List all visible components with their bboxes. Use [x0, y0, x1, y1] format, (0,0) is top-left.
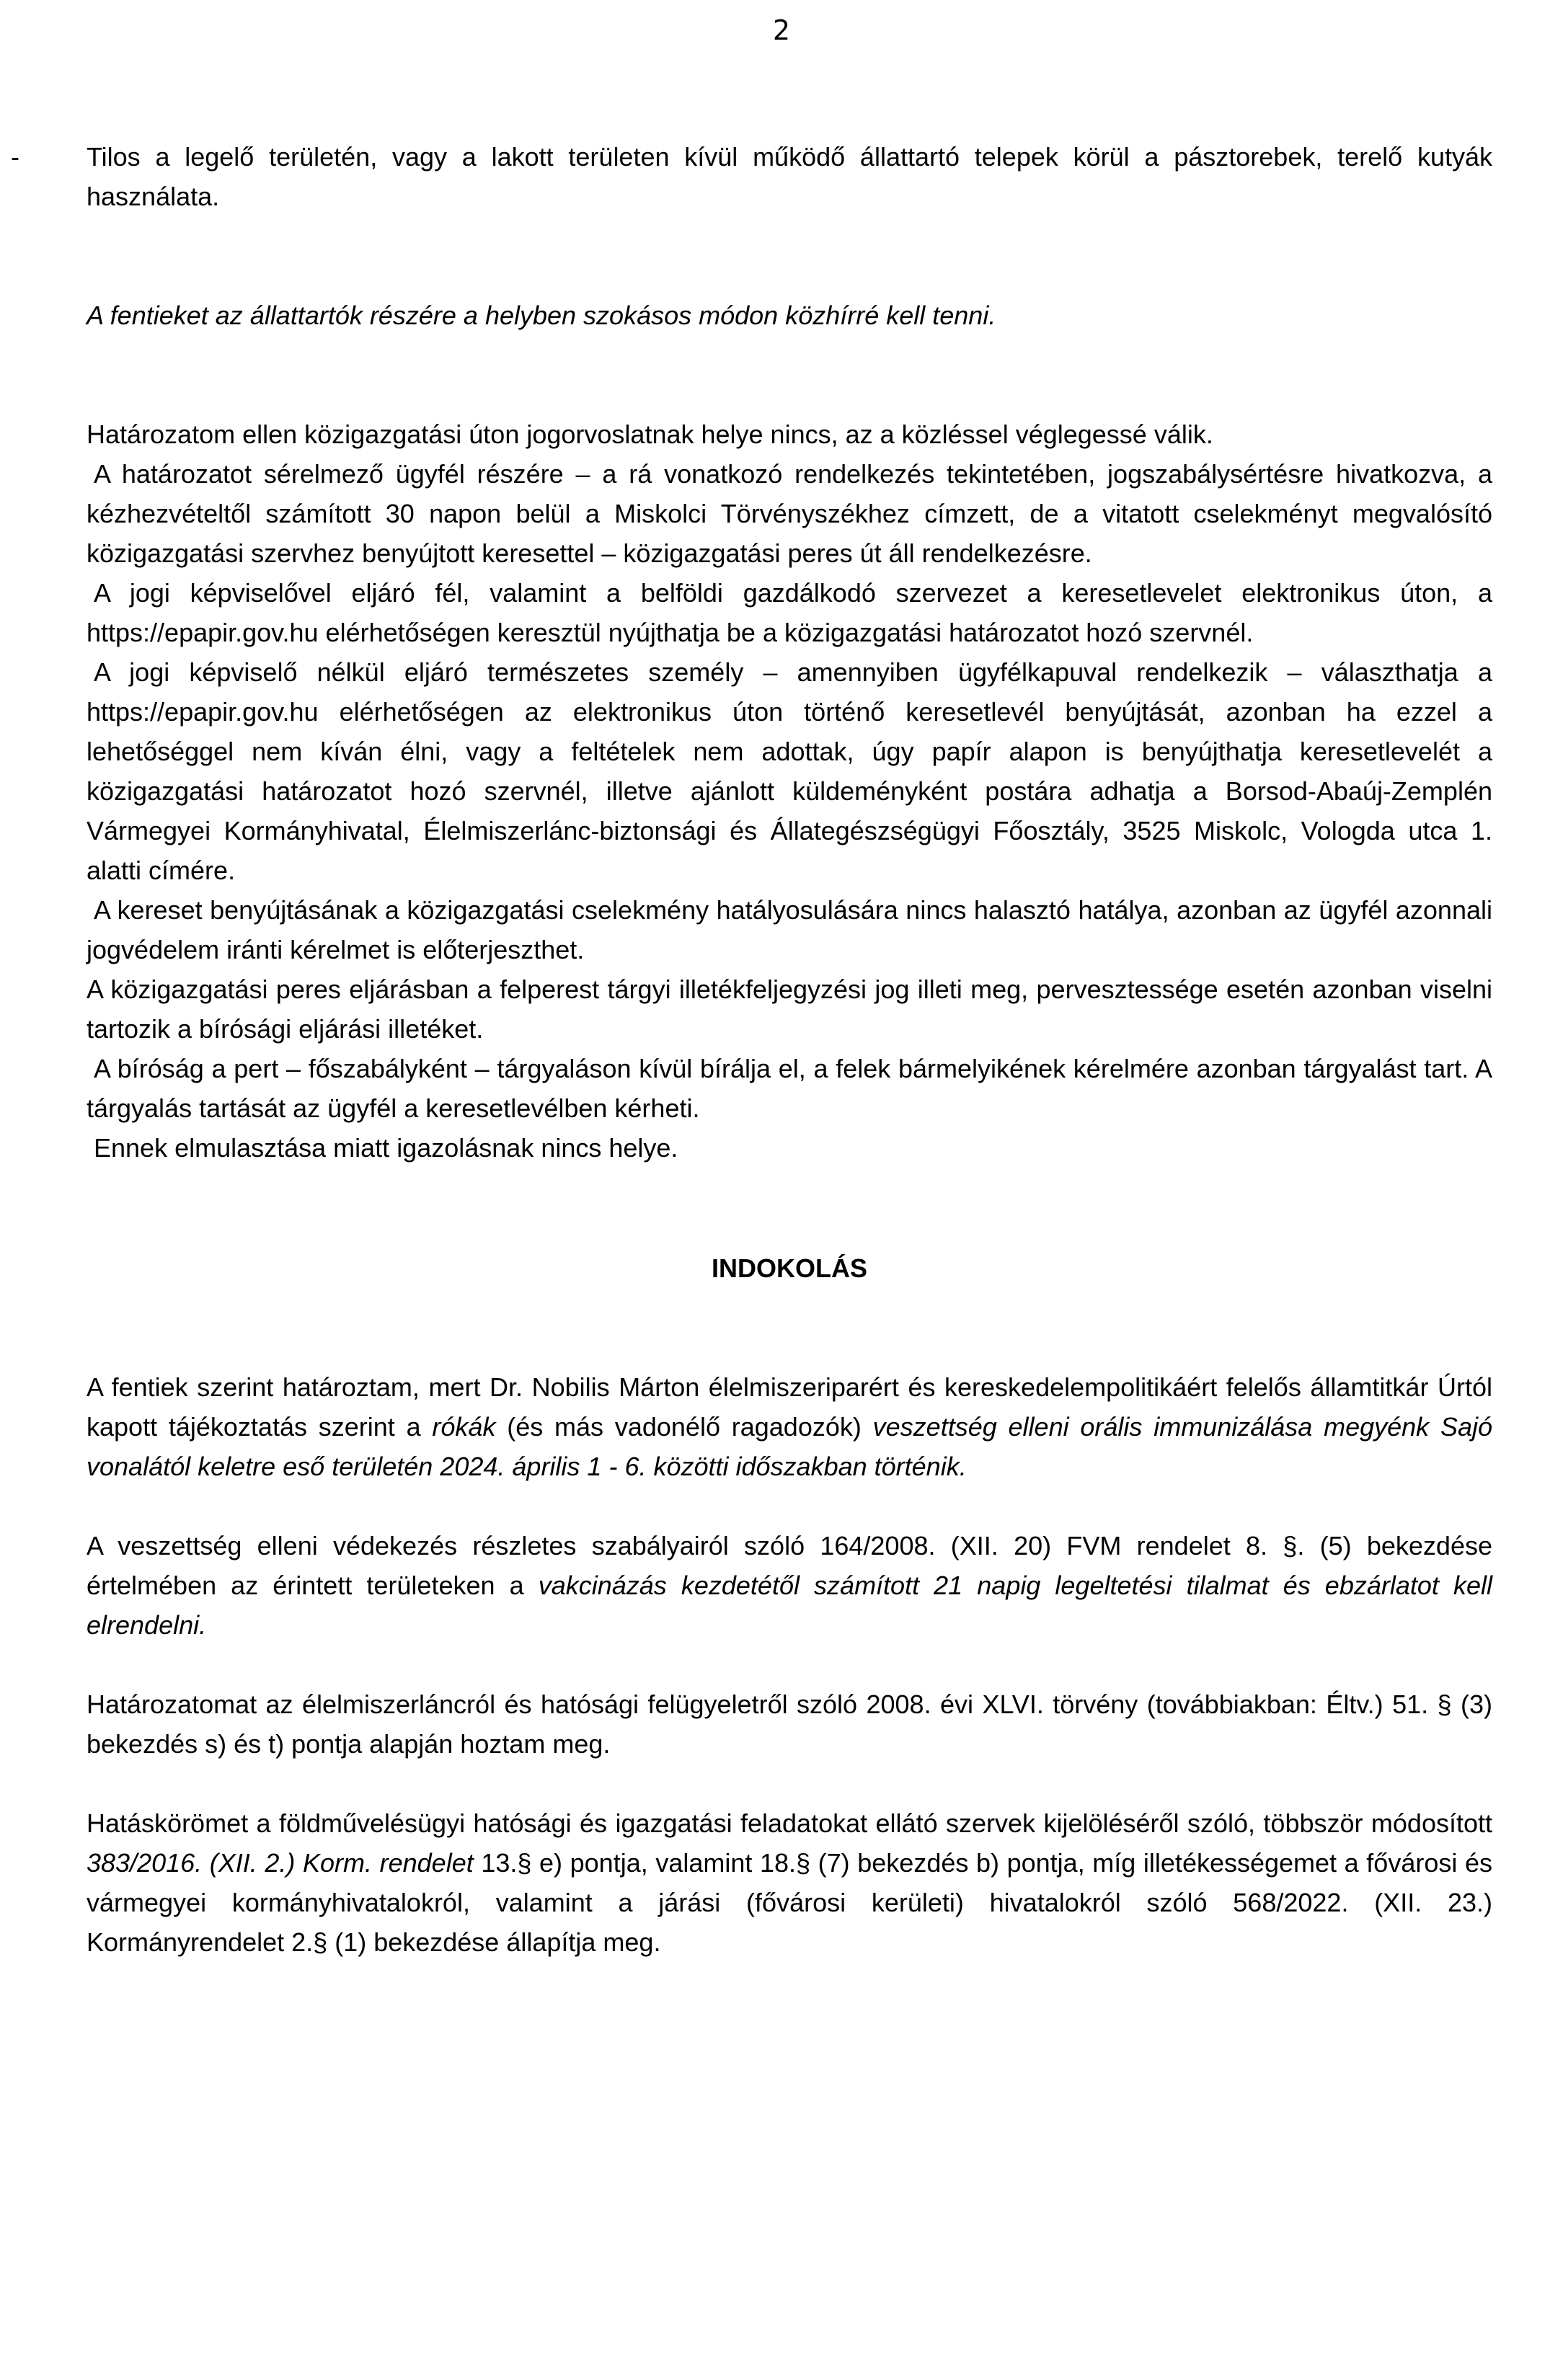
- section-heading: INDOKOLÁS: [712, 1253, 867, 1283]
- reasoning-paragraph-3: Határozatomat az élelmiszerláncról és hatósági felügyeletről szóló 2008. évi XLVI. törvény (továbbiakban: Éltv.) 51. § (3) bekezdés s) és t) pontja alapján hoztam meg.: [87, 1689, 1492, 1759]
- appeal-paragraph-4: A jogi képviselő nélkül eljáró természetes személy – amennyiben ügyfélkapuval rendelkezik – választhatja a https://epapir.gov.hu elérhetőségen az elektronikus úton történő keresetlevél benyújtását, azonban ha ezzel a lehetőséggel nem kíván élni, vagy a feltételek nem adottak, úgy papír alapon is benyújthatja keresetlevelét a közigazgatási határozatot hozó szervnél, illetve ajánlott küldeményként postára adhatja a Borsod-Abaúj-Zemplén Vármegyei Kormányhivatal, Élelmiszerlánc-biztonsági és Állategészségügyi Főosztály, 3525 Miskolc, Vologda utca 1. alatti címére.: [87, 657, 1492, 885]
- reasoning-text: Hatáskörömet a földművelésügyi hatósági és igazgatási feladatokat ellátó szervek kijelöléséről szóló, többször módosított: [87, 1808, 1492, 1838]
- reasoning-text: A veszettség elleni védekezés részletes szabályairól szóló 164/2008. (XII. 20) FVM rendelet 8. §. (5) bekezdése értelmében az érintett területeken a: [87, 1531, 1492, 1600]
- notice-paragraph: A fentieket az állattartók részére a helyben szokásos módon közhírré kell tenni.: [87, 301, 996, 330]
- reasoning-emphasis: veszettség elleni orális immunizálása megyénk Sajó vonalától keletre eső területén 2024. április 1 - 6. közötti időszakban történik.: [87, 1412, 1492, 1481]
- appeal-paragraph-1: Határozatom ellen közigazgatási úton jogorvoslatnak helye nincs, az a közléssel véglegessé válik.: [87, 419, 1213, 449]
- bullet-text: Tilos a legelő területén, vagy a lakott területen kívül működő állattartó telepek körül a pásztorebek, terelő kutyák használata.: [87, 142, 1492, 211]
- bullet-item: [11, 137, 1492, 216]
- bullet-dash: -: [11, 142, 19, 172]
- document-body: [11, 137, 1492, 1962]
- appeal-paragraph-2: A határozatot sérelmező ügyfél részére – a rá vonatkozó rendelkezés tekintetében, jogszabálysértésre hivatkozva, a kézhezvételtől számított 30 napon belül a Miskolci Törvényszékhez címzett, de a vitatott cselekményt megvalósító közigazgatási szervhez benyújtott keresettel – közigazgatási peres út áll rendelkezésre.: [87, 459, 1492, 568]
- reasoning-emphasis: rókák: [432, 1412, 496, 1442]
- reasoning-text: (és más vadonélő ragadozók): [495, 1412, 873, 1442]
- reasoning-paragraph-1: [87, 1367, 1492, 1486]
- appeal-section: [87, 414, 1492, 1168]
- appeal-paragraph-6: A közigazgatási peres eljárásban a felperest tárgyi illetékfeljegyzési jog illeti meg, pervesztessége esetén azonban viselni tartozik a bírósági eljárási illetéket.: [87, 974, 1492, 1044]
- reasoning-emphasis: 383/2016. (XII. 2.) Korm. rendelet: [87, 1848, 474, 1878]
- reasoning-paragraph-4: [87, 1803, 1492, 1962]
- appeal-paragraph-3: A jogi képviselővel eljáró fél, valamint a belföldi gazdálkodó szervezet a keresetlevelet elektronikus úton, a https://epapir.gov.hu elérhetőségen keresztül nyújthatja be a közigazgatási határozatot hozó szervnél.: [87, 578, 1492, 647]
- reasoning-text: A fentiek szerint határoztam, mert Dr. Nobilis Márton élelmiszeriparért és kereskedelempolitikáért felelős államtitkár Úrtól kapott tájékoztatás szerint a: [87, 1372, 1492, 1442]
- appeal-paragraph-8: Ennek elmulasztása miatt igazolásnak nincs helye.: [94, 1133, 678, 1163]
- page-number: 2: [772, 14, 791, 46]
- appeal-paragraph-5: A kereset benyújtásának a közigazgatási cselekmény hatályosulására nincs halasztó hatálya, azonban az ügyfél azonnali jogvédelem iránti kérelmet is előterjeszthet.: [87, 895, 1492, 964]
- reasoning-emphasis: vakcinázás kezdetétől számított 21 napig legeltetési tilalmat és ebzárlatot kell elrendelni.: [87, 1571, 1492, 1640]
- appeal-paragraph-7: A bíróság a pert – főszabályként – tárgyaláson kívül bírálja el, a felek bármelyikének kérelmére azonban tárgyalást tart. A tárgyalás tartását az ügyfél a keresetlevélben kérheti.: [87, 1054, 1492, 1123]
- reasoning-paragraph-2: [87, 1526, 1492, 1645]
- reasoning-text: 13.§ e) pontja, valamint 18.§ (7) bekezdés b) pontja, míg illetékességemet a fővárosi és vármegyei kormányhivatalokról, valamint a járási (fővárosi kerületi) hivatalokról szóló 568/2022. (XII. 23.) Kormányrendelet 2.§ (1) bekezdése állapítja meg.: [87, 1848, 1492, 1957]
